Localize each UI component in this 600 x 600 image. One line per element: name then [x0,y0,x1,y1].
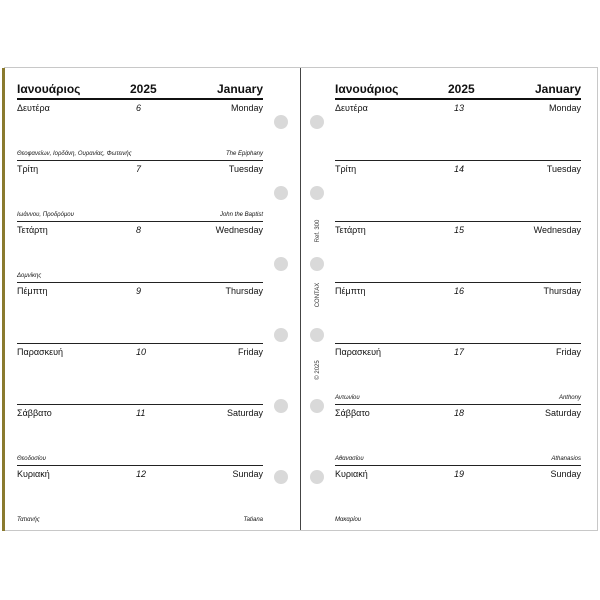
day-number: 8 [136,225,142,235]
day-number: 17 [454,347,465,357]
binder-hole-icon [274,115,288,129]
day-number: 11 [136,408,146,418]
name-day-greek: Ιωάννου, Προδρόμου [17,212,74,218]
left-page [17,80,263,526]
day-number: 6 [136,103,142,113]
year: 2025 [130,82,157,96]
day-name-greek: Κυριακή [17,469,50,479]
name-day-greek: Τατιανής [17,517,40,523]
day-name-greek: Σάββατο [335,408,370,418]
day-name-english: Monday [230,103,263,113]
day-row[interactable] [17,160,263,221]
name-day-greek: Δομνίκης [17,273,42,279]
day-row[interactable] [17,100,263,160]
day-name-greek: Παρασκευή [335,347,382,357]
day-name-greek: Τρίτη [17,164,39,174]
binder-hole-icon [274,470,288,484]
day-number: 18 [454,408,465,418]
binder-hole-icon [310,328,324,342]
binder-hole-icon [274,328,288,342]
year: 2025 [448,82,475,96]
day-row[interactable] [335,221,581,282]
binder-hole-icon [274,399,288,413]
binder-hole-icon [274,257,288,271]
binder-hole-icon [310,186,324,200]
name-day-english: Tatiana [243,517,263,523]
day-row[interactable] [335,282,581,343]
day-row[interactable] [335,404,581,465]
name-day-english: Athanasios [551,456,581,462]
day-name-greek: Τετάρτη [335,225,366,235]
day-name-english: Tuesday [546,164,581,174]
day-row[interactable] [335,343,581,404]
day-number: 14 [454,164,465,174]
ref-label: Ref. 300 [315,219,321,243]
binder-hole-icon [310,257,324,271]
right-page-header [335,80,581,100]
day-number: 15 [454,225,465,235]
day-name-english: Saturday [544,408,581,418]
right-page [335,80,581,526]
day-number: 16 [454,286,465,296]
day-row[interactable] [17,465,263,526]
day-number: 10 [136,347,147,357]
day-number: 9 [136,286,142,296]
day-row[interactable] [17,343,263,404]
day-name-english: Sunday [550,469,581,479]
day-number: 12 [136,469,147,479]
month-greek: Ιανουάριος [17,82,81,96]
day-number: 19 [454,469,465,479]
binder-hole-icon [310,470,324,484]
binder-hole-icon [274,186,288,200]
day-name-greek: Σάββατο [17,408,52,418]
day-row[interactable] [335,160,581,221]
day-row[interactable] [335,465,581,526]
day-name-english: Friday [555,347,581,357]
day-name-english: Monday [548,103,581,113]
binding-edge [2,68,5,531]
day-name-english: Friday [237,347,263,357]
name-day-greek: Θεοδοσίου [17,456,46,462]
day-name-greek: Πέμπτη [17,286,48,296]
center-divider [300,68,301,530]
page-border-bottom [4,530,598,531]
name-day-greek: Μακαρίου [335,517,362,523]
name-day-english: Anthony [558,395,581,401]
month-english: January [534,82,581,96]
name-day-english: John the Baptist [219,212,263,218]
name-day-greek: Αθανασίου [335,456,364,462]
copyright-label: © 2025 [315,360,321,380]
day-row[interactable] [17,282,263,343]
day-name-english: Thursday [543,286,581,296]
day-name-english: Wednesday [215,225,263,235]
day-name-greek: Δευτέρα [17,103,50,113]
day-number: 13 [454,103,465,113]
name-day-greek: Αντωνίου [335,395,360,401]
page-border-right [597,67,598,531]
month-english: January [216,82,263,96]
day-name-greek: Δευτέρα [335,103,368,113]
page-border-top [4,67,598,68]
day-name-greek: Πέμπτη [335,286,366,296]
day-name-english: Saturday [226,408,263,418]
day-number: 7 [136,164,142,174]
day-name-greek: Τετάρτη [17,225,48,235]
day-name-english: Tuesday [228,164,263,174]
day-name-english: Wednesday [533,225,581,235]
day-name-english: Sunday [232,469,263,479]
month-greek: Ιανουάριος [335,82,399,96]
day-name-greek: Τρίτη [335,164,357,174]
day-row[interactable] [17,404,263,465]
name-day-greek: Θεοφανείων, Ιορδάνη, Ουρανίας, Φωτεινής [17,151,132,157]
day-name-greek: Παρασκευή [17,347,64,357]
binder-hole-icon [310,115,324,129]
day-name-english: Thursday [225,286,263,296]
day-row[interactable] [335,100,581,160]
brand-label: CONTAX [315,282,321,308]
day-name-greek: Κυριακή [335,469,368,479]
binder-hole-icon [310,399,324,413]
name-day-english: The Epiphany [225,151,263,157]
day-row[interactable] [17,221,263,282]
left-page-header [17,80,263,100]
